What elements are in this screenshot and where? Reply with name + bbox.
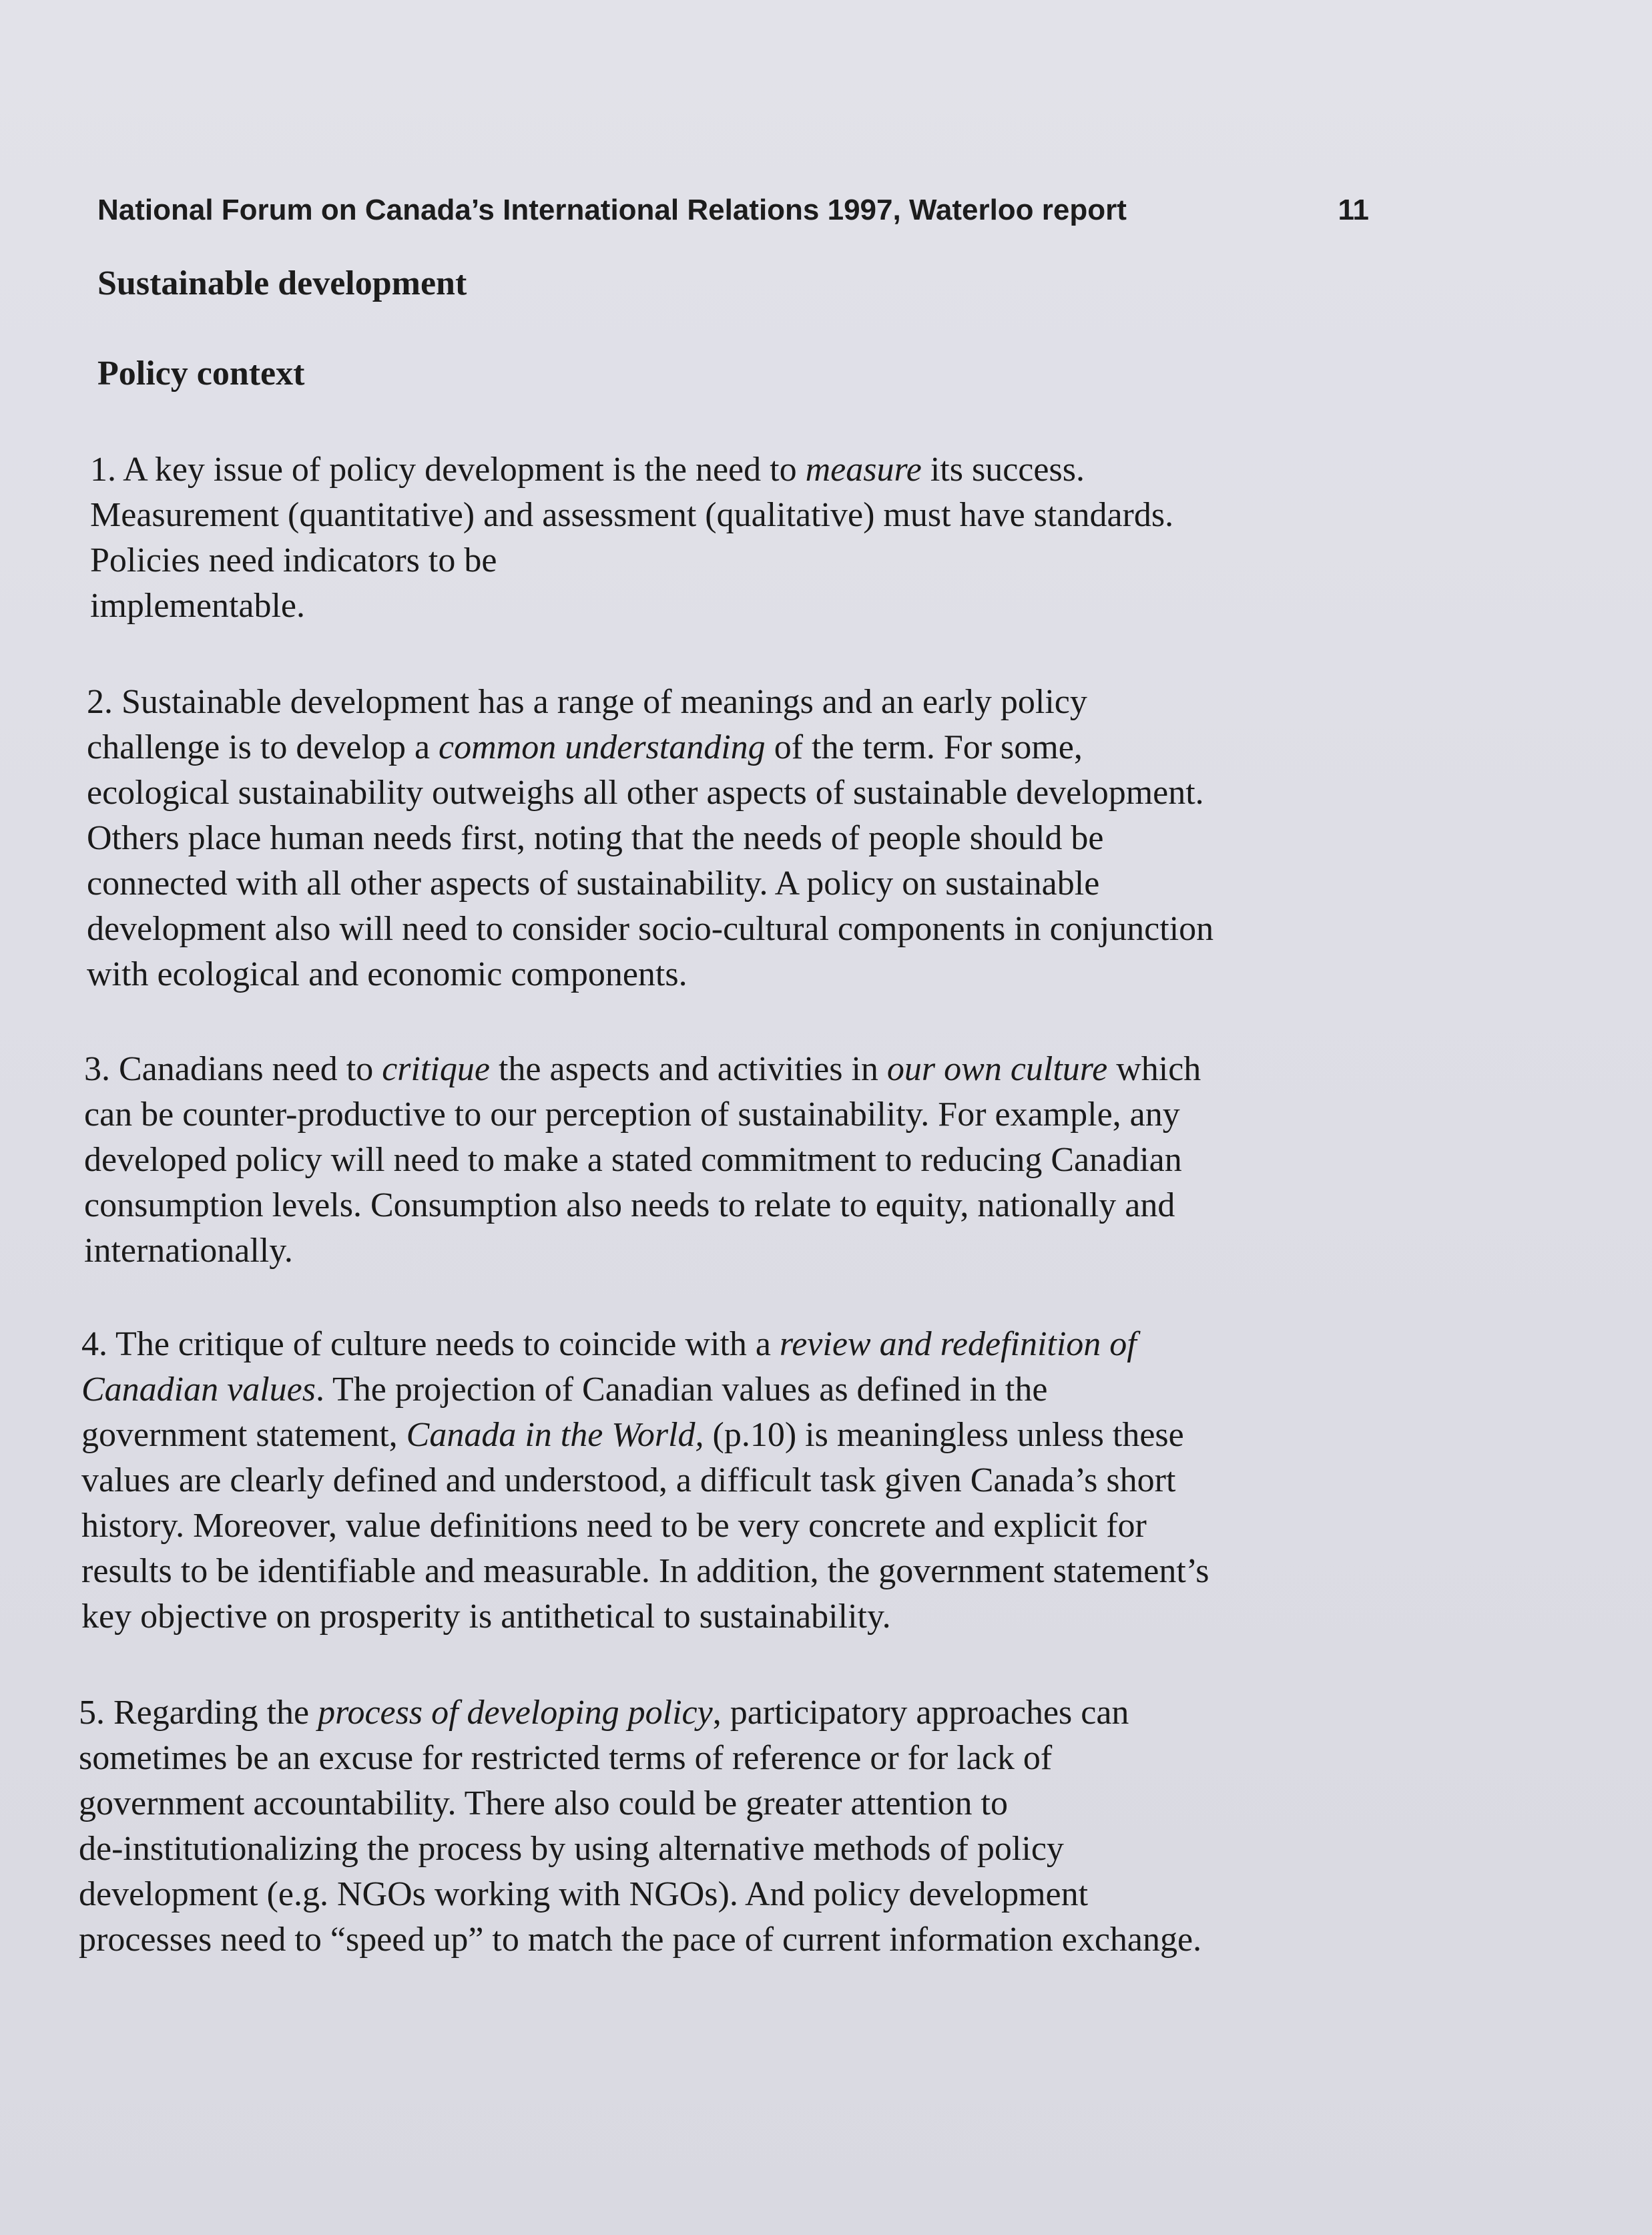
emphasis-text: our own culture	[886, 1050, 1108, 1088]
emphasis-text: review and redefinition of	[779, 1325, 1137, 1363]
paragraph-line: can be counter-productive to our perception of sustainability. For example, any	[84, 1095, 1180, 1134]
paragraph-line: results to be identifiable and measurable. In addition, the government statement’s	[81, 1552, 1209, 1590]
emphasis-text: Canada in the World,	[406, 1416, 704, 1454]
paragraph-line: Policies need indicators to be	[90, 541, 497, 579]
paragraph-line: challenge is to develop a common understanding of the term. For some,	[87, 728, 1083, 766]
paragraph-line: government accountability. There also could be greater attention to	[79, 1784, 1008, 1822]
paragraph-line: Others place human needs first, noting that the needs of people should be	[87, 819, 1104, 857]
paragraph-line: 4. The critique of culture needs to coincide with a review and redefinition of	[81, 1325, 1137, 1363]
paragraph-line: government statement, Canada in the World, (p.10) is meaningless unless these	[81, 1416, 1184, 1454]
page-number: 11	[1338, 194, 1369, 226]
paragraph-2	[87, 680, 1435, 997]
running-header	[97, 194, 1369, 240]
emphasis-text: common understanding	[439, 728, 766, 766]
emphasis-text: process of developing policy	[318, 1694, 713, 1732]
header-title: National Forum on Canada’s International Relations 1997, Waterloo report	[97, 194, 1127, 226]
paragraph-4	[81, 1322, 1430, 1640]
paragraph-line: Canadian values. The projection of Canadian values as defined in the	[81, 1371, 1048, 1409]
paragraph-1	[90, 447, 1438, 629]
paragraph-line: implementable.	[90, 587, 306, 625]
paragraph-line: consumption levels. Consumption also needs to relate to equity, nationally and	[84, 1186, 1175, 1224]
paragraph-line: internationally.	[84, 1232, 293, 1270]
paragraph-line: 5. Regarding the process of developing policy, participatory approaches can	[79, 1694, 1129, 1732]
paragraph-line: with ecological and economic components.	[87, 955, 687, 993]
paragraph-line: development also will need to consider socio-cultural components in conjunction	[87, 910, 1214, 948]
paragraph-line: 3. Canadians need to critique the aspects and activities in our own culture which	[84, 1050, 1201, 1088]
paragraph-line: 1. A key issue of policy development is the need to measure its success.	[90, 451, 1085, 489]
emphasis-text: measure	[805, 451, 922, 489]
subsection-title: Policy context	[97, 354, 305, 393]
paragraph-line: de-institutionalizing the process by using alternative methods of policy	[79, 1830, 1064, 1868]
paragraph-line: developed policy will need to make a stated commitment to reducing Canadian	[84, 1141, 1182, 1179]
section-title: Sustainable development	[97, 264, 467, 302]
paragraph-line: values are clearly defined and understood, a difficult task given Canada’s short	[81, 1461, 1176, 1499]
emphasis-text: Canadian values	[81, 1371, 316, 1409]
paragraph-line: history. Moreover, value definitions need to be very concrete and explicit for	[81, 1507, 1147, 1545]
paragraph-5	[79, 1690, 1427, 1963]
emphasis-text: critique	[382, 1050, 490, 1088]
paragraph-line: key objective on prosperity is antithetical to sustainability.	[81, 1597, 891, 1636]
paragraph-line: ecological sustainability outweighs all other aspects of sustainable development.	[87, 774, 1204, 812]
paragraph-line: 2. Sustainable development has a range of meanings and an early policy	[87, 683, 1087, 721]
paragraph-line: development (e.g. NGOs working with NGOs). And policy development	[79, 1875, 1089, 1913]
paragraph-line: connected with all other aspects of sustainability. A policy on sustainable	[87, 864, 1100, 903]
paragraph-3	[84, 1047, 1432, 1274]
paragraph-line: processes need to “speed up” to match the pace of current information exchange.	[79, 1921, 1202, 1959]
paragraph-line: sometimes be an excuse for restricted terms of reference or for lack of	[79, 1739, 1053, 1777]
paragraph-line: Measurement (quantitative) and assessment (qualitative) must have standards.	[90, 496, 1174, 534]
